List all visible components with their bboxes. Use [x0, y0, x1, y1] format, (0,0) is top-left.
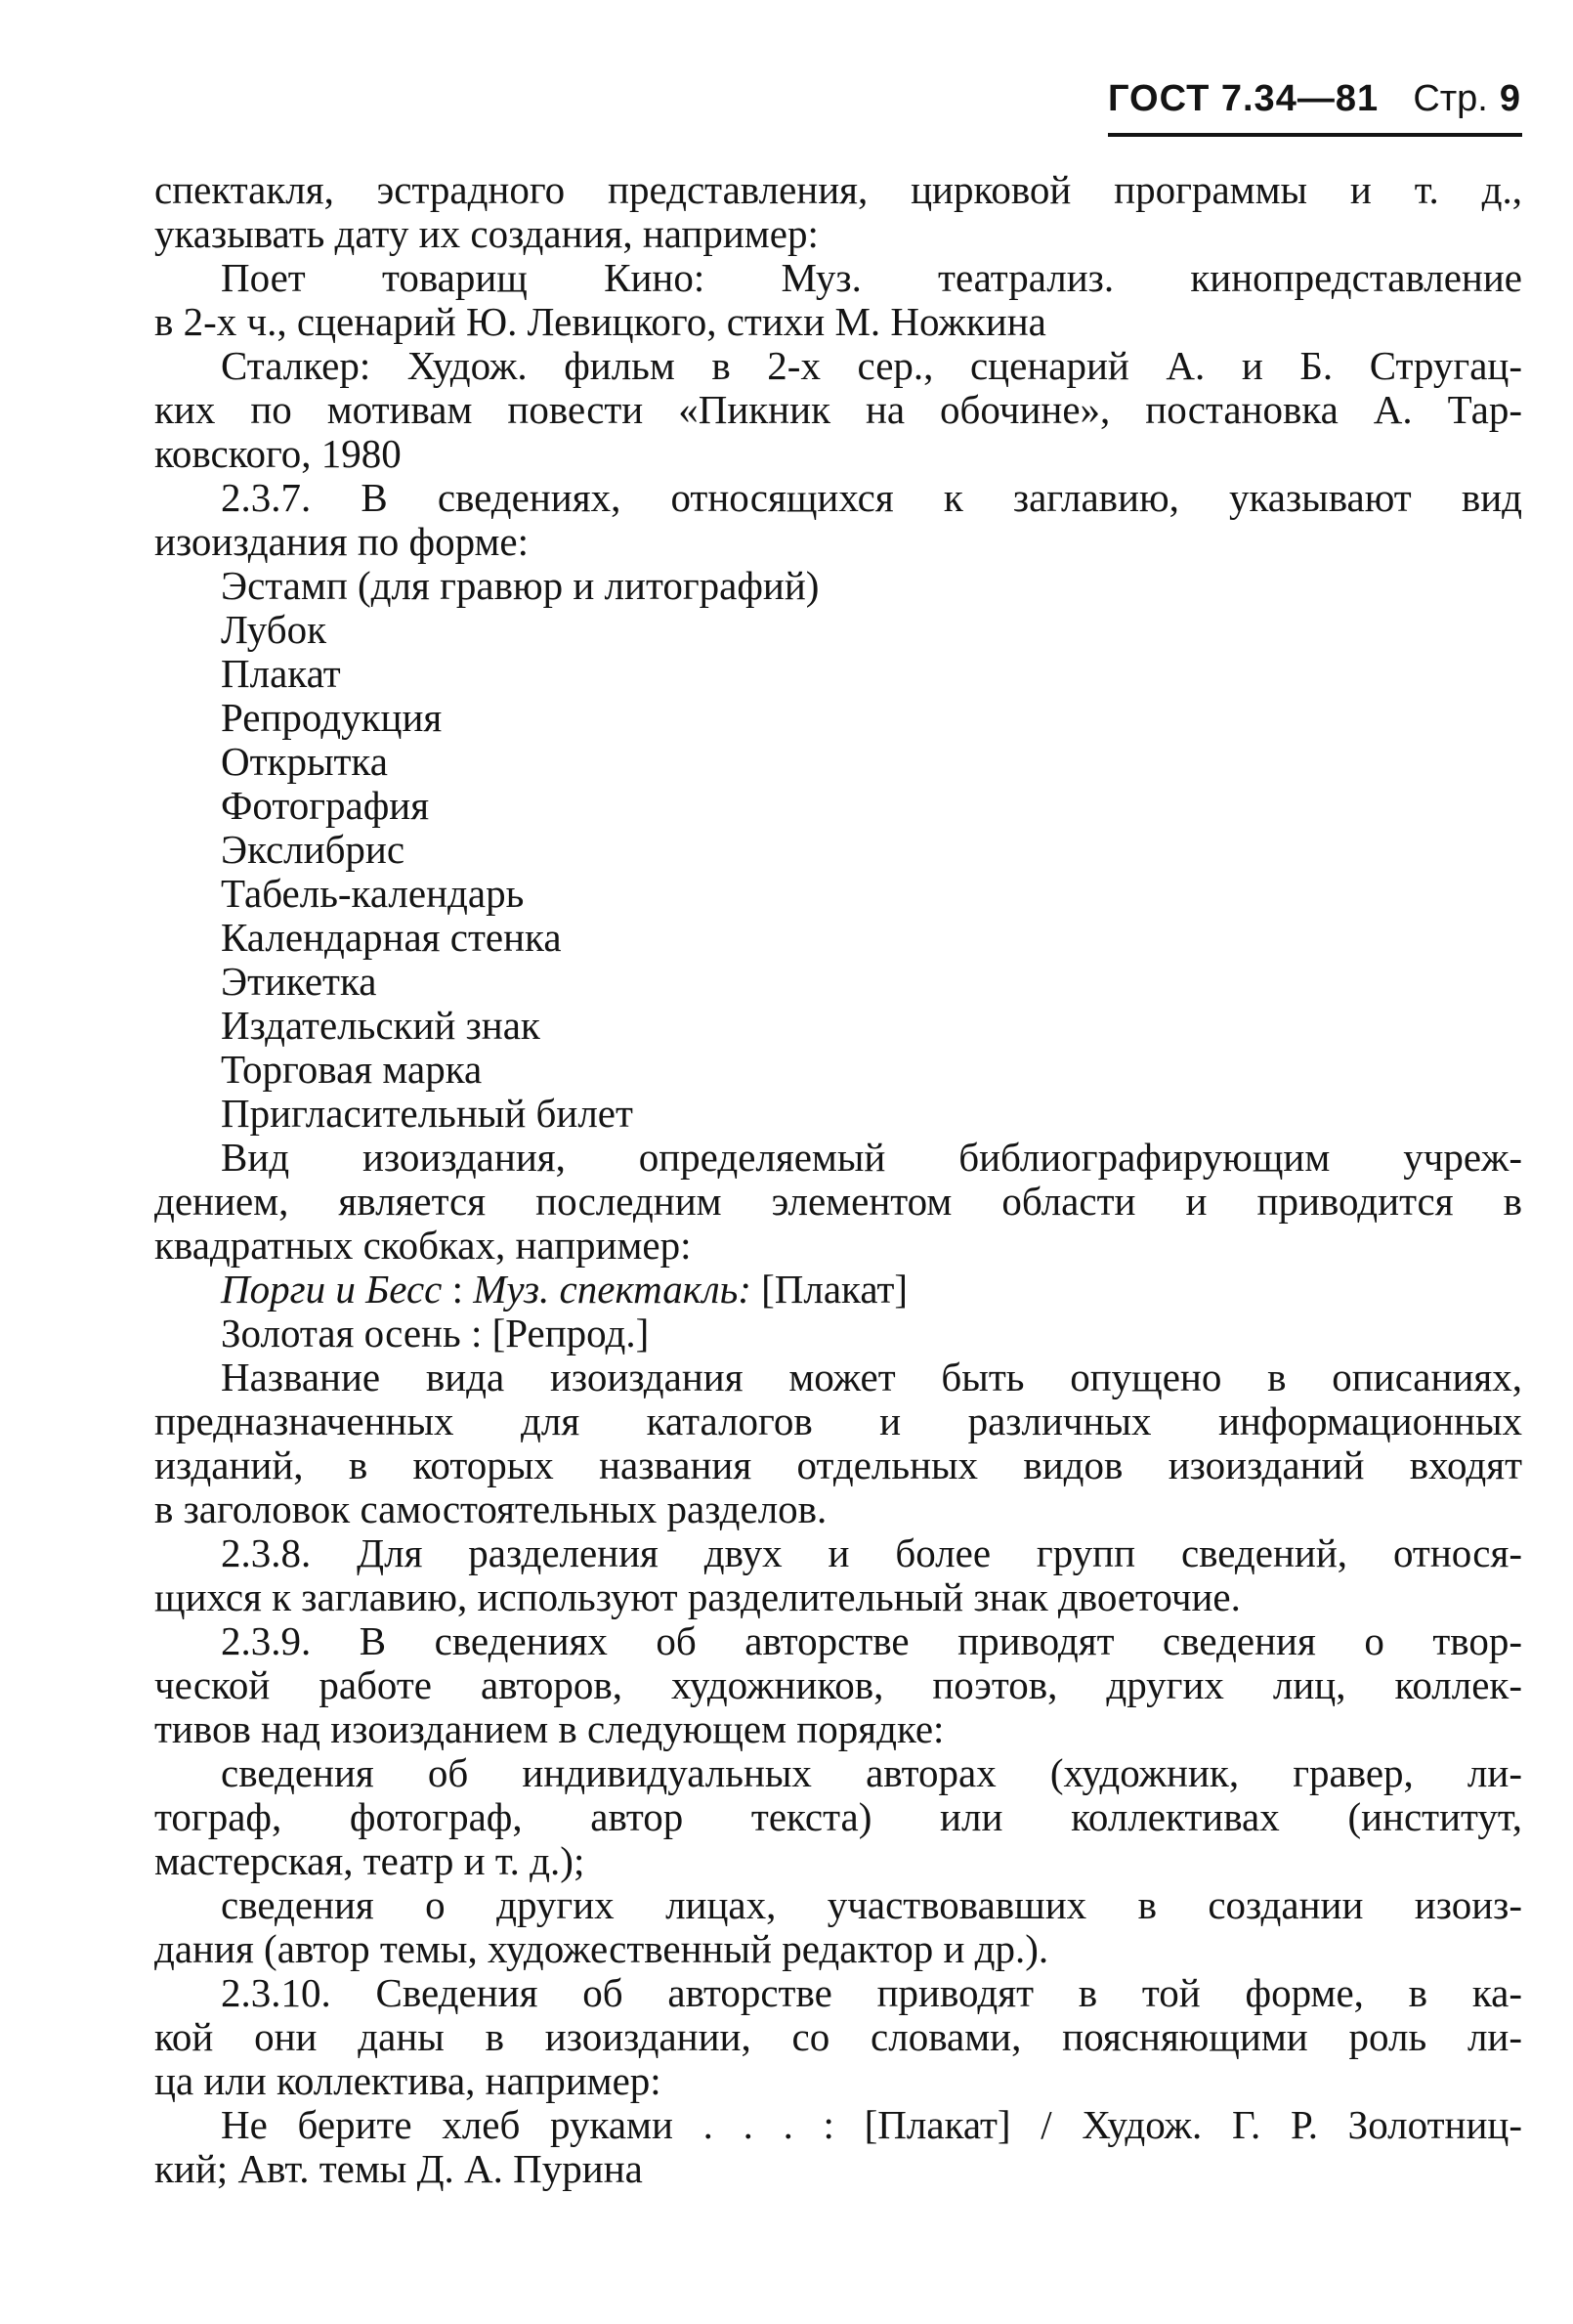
text-line: предназначенных для каталогов и различных информационных [154, 1399, 1522, 1443]
page-number-label [1413, 78, 1520, 120]
section-2-3-7-line: 2.3.7. В сведениях, относящихся к заглавию, указывают вид [221, 475, 1522, 520]
example-line: Золотая осень : [Репрод.] [221, 1311, 650, 1356]
text-line: спектакля, эстрадного представления, цирковой программы и т. д., [154, 167, 1522, 212]
text-line: Название вида изоиздания может быть опущено в описаниях, [221, 1355, 1522, 1399]
page-label: Стр. [1413, 78, 1488, 119]
form-list-item: Экслибрис [221, 827, 405, 872]
form-list-item: Этикетка [221, 959, 377, 1004]
example-line: Сталкер: Худож. фильм в 2-х сер., сценарий А. и Б. Стругац- [221, 343, 1522, 388]
text-line: Вид изоиздания, определяемый библиографирующим учреж- [221, 1135, 1522, 1180]
form-list-item: Пригласительный билет [221, 1091, 633, 1136]
section-2-3-8-line: щихся к заглавию, используют разделительный знак двоеточие. [154, 1574, 1241, 1619]
page-body [154, 168, 1522, 2191]
form-list-item: Табель-календарь [221, 871, 525, 916]
form-list-item: Открытка [221, 739, 388, 784]
example-line: Не берите хлеб руками . . . : [Плакат] / Худож. Г. Р. Золотниц- [221, 2102, 1522, 2147]
page-number: 9 [1499, 78, 1520, 119]
example-line [154, 1268, 1522, 1312]
text-line: тограф, фотограф, автор текста) или коллективах (институт, [154, 1794, 1522, 1839]
section-2-3-7-line: изоиздания по форме: [154, 519, 530, 564]
example-subtitle: Муз. спектакль: [473, 1267, 751, 1312]
example-separator: : [442, 1267, 474, 1312]
text-line: указывать дату их создания, например: [154, 211, 819, 256]
section-2-3-10-line: 2.3.10. Сведения об авторстве приводят в той форме, в ка- [221, 1970, 1522, 2015]
text-line: сведения о других лицах, участвовавших в создании изоиз- [221, 1882, 1522, 1927]
form-list-item: Лубок [221, 607, 327, 652]
example-title: Порги и Бесс [221, 1267, 443, 1312]
form-list-item: Издательский знак [221, 1003, 540, 1048]
section-2-3-9-line: 2.3.9. В сведениях об авторстве приводят сведения о твор- [221, 1618, 1522, 1663]
text-line: сведения об индивидуальных авторах (художник, гравер, ли- [221, 1750, 1522, 1795]
text-line: изданий, в которых названия отдельных видов изоизданий входят [154, 1442, 1522, 1487]
example-line: ких по мотивам повести «Пикник на обочине», постановка А. Тар- [154, 387, 1522, 432]
section-2-3-8-line: 2.3.8. Для разделения двух и более групп сведений, относя- [221, 1530, 1522, 1575]
header-rule [1108, 133, 1522, 137]
text-line: дания (автор темы, художественный редактор и др.). [154, 1926, 1049, 1971]
example-line: в 2-х ч., сценарий Ю. Левицкого, стихи М. Ножкина [154, 299, 1046, 344]
section-2-3-9-line: тивов над изоизданием в следующем порядке: [154, 1706, 945, 1751]
page-header [1108, 76, 1522, 137]
form-list-item: Фотография [221, 783, 430, 828]
example-line: Поет товарищ Кино: Муз. театрализ. кинопредставление [221, 255, 1522, 300]
form-list-item: Торговая марка [221, 1047, 483, 1092]
form-list-item: Плакат [221, 651, 341, 696]
form-list-item: Календарная стенка [221, 915, 562, 960]
text-line: в заголовок самостоятельных разделов. [154, 1486, 828, 1531]
example-line: ковского, 1980 [154, 431, 402, 476]
text-line: дением, является последним элементом области и приводится в [154, 1179, 1522, 1224]
form-list-item: Репродукция [221, 695, 443, 740]
section-2-3-10-line: кой они даны в изоиздании, со словами, поясняющими роль ли- [154, 2014, 1522, 2059]
example-line: кий; Авт. темы Д. А. Пурина [154, 2146, 643, 2191]
example-type: [Плакат] [750, 1267, 909, 1312]
text-line: квадратных скобках, например: [154, 1223, 692, 1268]
standard-number: ГОСТ 7.34—81 [1108, 78, 1380, 119]
section-2-3-10-line: ца или коллектива, например: [154, 2058, 661, 2103]
form-list-item: Эстамп (для гравюр и литографий) [221, 563, 820, 608]
section-2-3-9-line: ческой работе авторов, художников, поэтов, других лиц, коллек- [154, 1662, 1522, 1707]
text-line: мастерская, театр и т. д.); [154, 1838, 585, 1883]
